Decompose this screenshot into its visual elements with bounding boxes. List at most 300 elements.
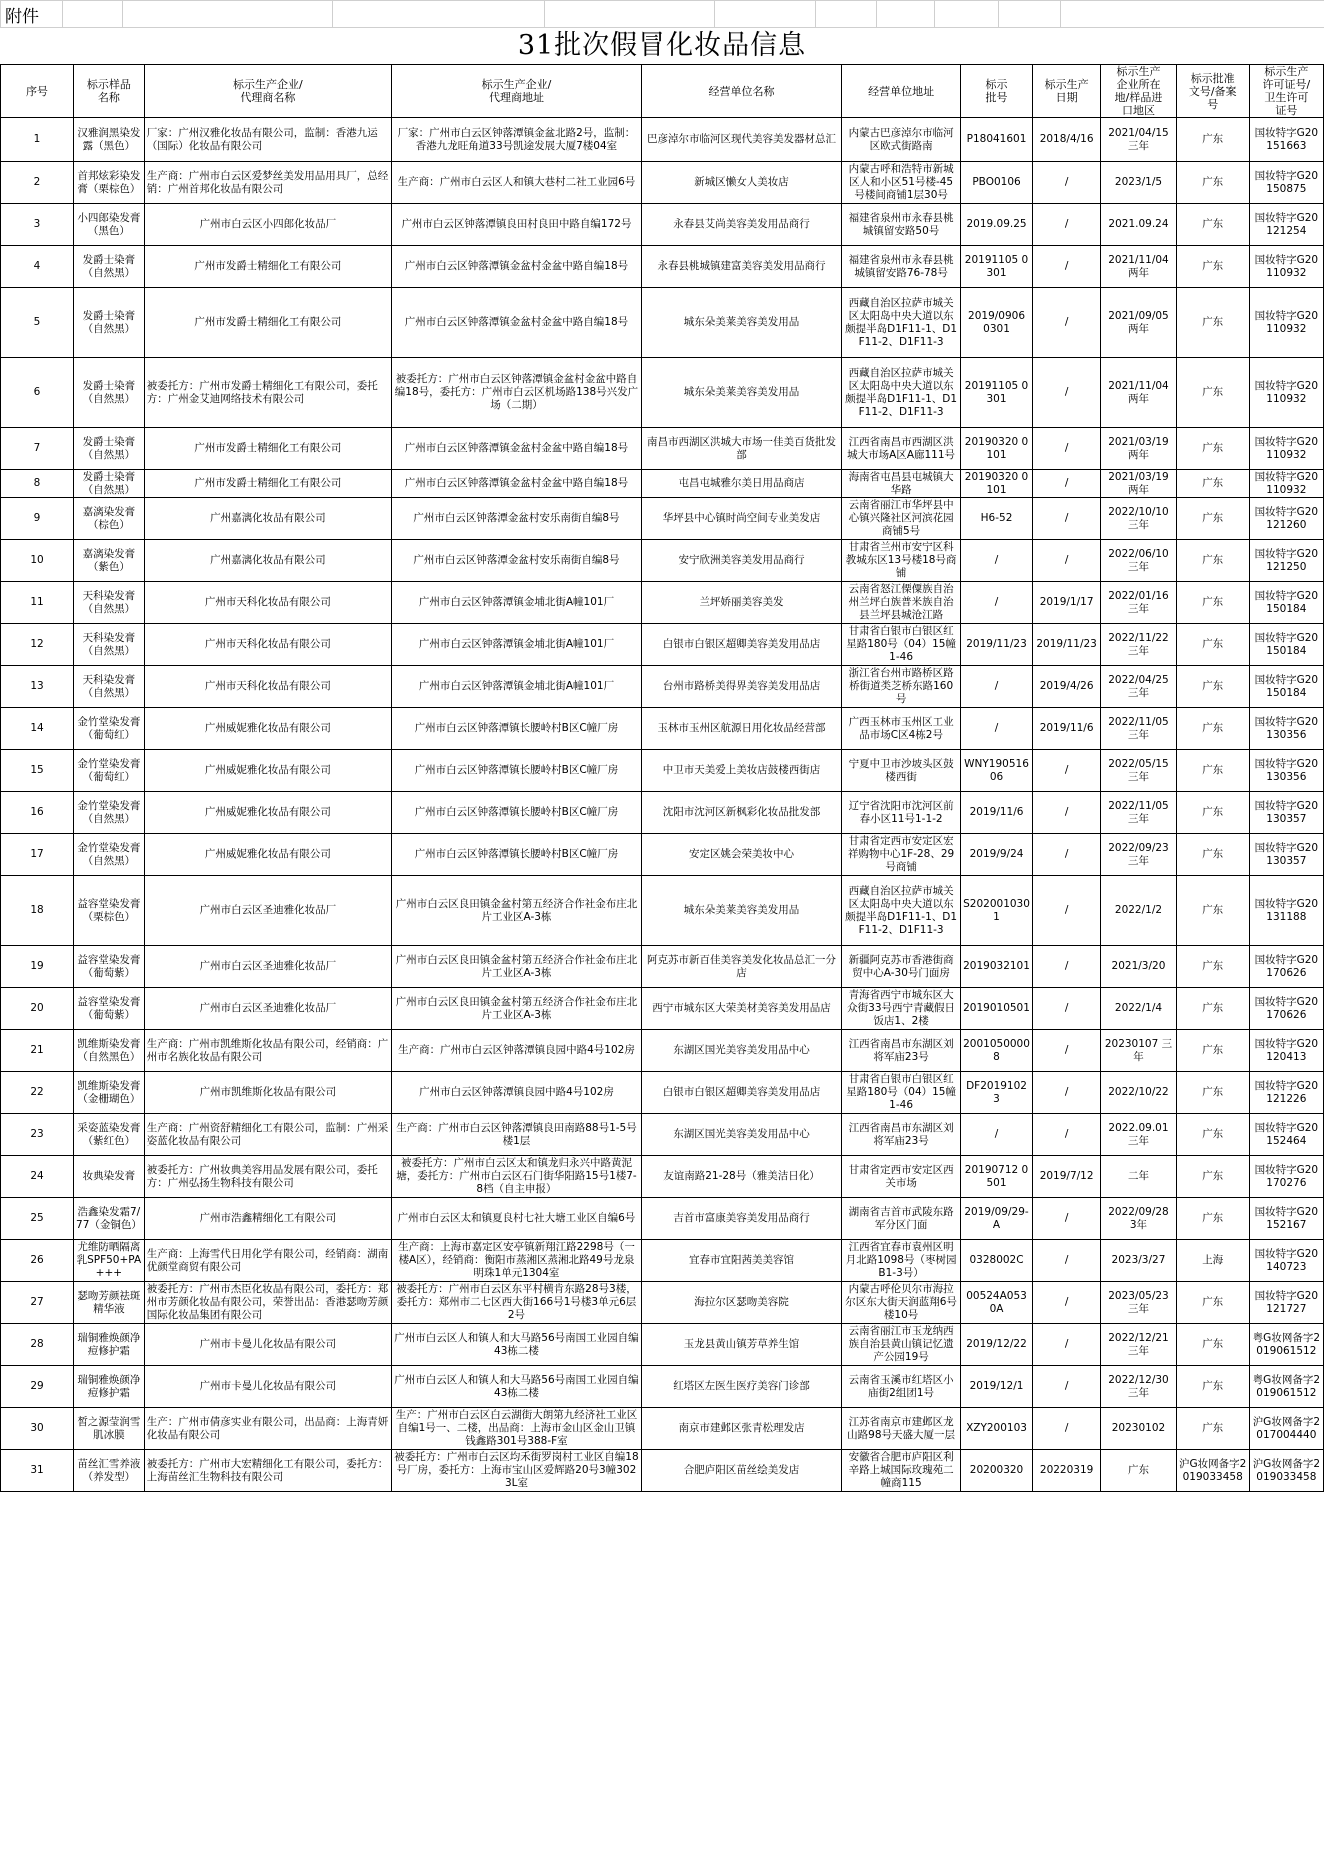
table-cell: /: [1032, 540, 1100, 582]
table-cell: 20: [1, 988, 74, 1030]
table-cell: 内蒙古呼和浩特市新城区人和小区51号楼-45号楼间商铺1层30号: [842, 162, 961, 204]
table-cell: 江西省南昌市东湖区刘将军庙23号: [842, 1114, 961, 1156]
table-cell: 20190320 0101: [961, 428, 1033, 470]
table-cell: 广东: [1176, 204, 1249, 246]
table-cell: 广东: [1176, 876, 1249, 946]
table-cell: 青海省西宁市城东区大众街33号西宁青藏假日饭店1、2楼: [842, 988, 961, 1030]
col-header-index: 序号: [1, 65, 74, 118]
table-cell: 辽宁省沈阳市沈河区前春小区11号1-1-2: [842, 792, 961, 834]
table-cell: 被委托方：广州市大宏精细化工有限公司，委托方：上海苗丝汇生物科技有限公司: [144, 1450, 391, 1492]
table-cell: /: [961, 582, 1033, 624]
table-cell: 阿克苏市新百佳美容美发化妆品总汇一分店: [641, 946, 841, 988]
table-cell: 00524A0530A: [961, 1282, 1033, 1324]
table-body: [1, 118, 1324, 1492]
table-cell: 凯维斯染发膏（金栅瑚色）: [74, 1072, 145, 1114]
table-cell: 31: [1, 1450, 74, 1492]
table-cell: 嘉漓染发膏（棕色）: [74, 498, 145, 540]
table-row: [1, 118, 1324, 162]
table-cell: 25: [1, 1198, 74, 1240]
table-cell: 2019/0906 0301: [961, 288, 1033, 358]
table-cell: 红塔区左医生医疗美容门诊部: [641, 1366, 841, 1408]
table-cell: 国妆特字G20130356: [1249, 750, 1323, 792]
table-cell: 14: [1, 708, 74, 750]
table-cell: 益容堂染发膏（葡萄紫）: [74, 988, 145, 1030]
table-cell: 华坪县中心镇时尚空间专业美发店: [641, 498, 841, 540]
table-cell: 2019/09/29-A: [961, 1198, 1033, 1240]
table-cell: /: [961, 540, 1033, 582]
table-cell: 国妆特字G20151663: [1249, 118, 1323, 162]
table-cell: 广东: [1176, 988, 1249, 1030]
table-cell: 西藏自治区拉萨市城关区太阳岛中央大道以东颇提半岛D1F11-1、D1F11-2、D1F11-3: [842, 358, 961, 428]
table-cell: 福建省泉州市永春县桃城镇留安路50号: [842, 204, 961, 246]
table-cell: /: [1032, 428, 1100, 470]
table-cell: 益容堂染发膏（栗棕色）: [74, 876, 145, 946]
table-cell: 11: [1, 582, 74, 624]
table-cell: 发爵士染膏（自然黑）: [74, 358, 145, 428]
table-cell: 广州市白云区人和镇人和大马路56号南国工业园自编43栋二楼: [392, 1366, 642, 1408]
table-cell: 广州市白云区钟落潭镇金盆村金盆中路自编18号: [392, 428, 642, 470]
table-cell: 沪G妆网备字2019033458: [1249, 1450, 1323, 1492]
table-cell: 永春县艾尚美容美发用品商行: [641, 204, 841, 246]
table-cell: 广州市发爵士精细化工有限公司: [144, 288, 391, 358]
table-cell: 发爵士染膏（自然黑）: [74, 428, 145, 470]
table-cell: 28: [1, 1324, 74, 1366]
table-cell: 西藏自治区拉萨市城关区太阳岛中央大道以东颇提半岛D1F11-1、D1F11-2、D1F11-3: [842, 288, 961, 358]
table-cell: 广州市卡曼儿化妆品有限公司: [144, 1324, 391, 1366]
table-cell: 广东: [1176, 1324, 1249, 1366]
table-cell: 2019/9/24: [961, 834, 1033, 876]
table-cell: 广州威妮雅化妆品有限公司: [144, 834, 391, 876]
table-cell: 20230107 三年: [1101, 1030, 1176, 1072]
table-cell: 凯维斯染发膏（自然黑色）: [74, 1030, 145, 1072]
table-cell: 2021/11/04 两年: [1101, 246, 1176, 288]
table-row: [1, 946, 1324, 988]
table-row: [1, 1282, 1324, 1324]
table-cell: 广州市白云区钟落潭镇长腰岭村B区C幢厂房: [392, 834, 642, 876]
table-cell: 云南省丽江市玉龙纳西族自治县黄山镇记忆遗产公园19号: [842, 1324, 961, 1366]
table-cell: 永春县桃城镇建富美容美发用品商行: [641, 246, 841, 288]
table-cell: 中卫市天美爱上美妆店鼓楼西街店: [641, 750, 841, 792]
table-cell: 甘肃省兰州市安宁区科教城东区13号楼18号商铺: [842, 540, 961, 582]
table-cell: 30: [1, 1408, 74, 1450]
table-row: [1, 792, 1324, 834]
table-cell: 广东: [1176, 1198, 1249, 1240]
table-cell: 生产商：广州资舒精细化工有限公司，监制：广州采姿蓝化妆品有限公司: [144, 1114, 391, 1156]
table-row: [1, 1324, 1324, 1366]
table-cell: 2019/7/12: [1032, 1156, 1100, 1198]
table-cell: 国妆特字G20150184: [1249, 624, 1323, 666]
table-cell: 国妆特字G20150184: [1249, 582, 1323, 624]
table-cell: 广东: [1176, 1072, 1249, 1114]
table-cell: P18041601: [961, 118, 1033, 162]
table-cell: 福建省泉州市永春县桃城镇留安路76-78号: [842, 246, 961, 288]
table-cell: /: [1032, 1072, 1100, 1114]
table-cell: 生产商：上海雪代日用化学有限公司，经销商：湖南优颜堂商贸有限公司: [144, 1240, 391, 1282]
table-cell: 厂家：广州市白云区钟落潭镇金盆北路2号，监制：香港九龙旺角道33号凯途发展大厦7楼04室: [392, 118, 642, 162]
table-cell: 广东: [1176, 540, 1249, 582]
table-cell: 采姿蓝染发膏（紫红色）: [74, 1114, 145, 1156]
table-cell: 甘肃省白银市白银区红星路180号（04）15幢1-46: [842, 1072, 961, 1114]
table-cell: 沪G妆网备字2019033458: [1176, 1450, 1249, 1492]
table-cell: 合肥庐阳区苗丝绘美发店: [641, 1450, 841, 1492]
table-cell: 巴彦淖尔市临河区现代美容美发器材总汇: [641, 118, 841, 162]
table-cell: 国妆特字G20110932: [1249, 288, 1323, 358]
table-cell: 15: [1, 750, 74, 792]
table-cell: 二年: [1101, 1156, 1176, 1198]
table-cell: 发爵士染膏（自然黑）: [74, 246, 145, 288]
table-cell: 2019.09.25: [961, 204, 1033, 246]
table-cell: 20191105 0301: [961, 246, 1033, 288]
table-row: [1, 162, 1324, 204]
table-cell: 2021/03/19 两年: [1101, 428, 1176, 470]
table-row: [1, 582, 1324, 624]
table-cell: 被委托方：广州市白云区东平村横肯东路28号3楼，委托方：郑州市二七区西大街166号1号楼3单元6层2号: [392, 1282, 642, 1324]
table-row: [1, 876, 1324, 946]
table-cell: 广州市白云区钟落潭镇金盆村金盆中路自编18号: [392, 246, 642, 288]
table-cell: 白银市白银区超卿美容美发用品店: [641, 1072, 841, 1114]
table-cell: /: [961, 708, 1033, 750]
table-cell: 国妆特字G20131188: [1249, 876, 1323, 946]
table-cell: DF20191023: [961, 1072, 1033, 1114]
table-cell: 生产商：上海市嘉定区安亭镇新翔江路2298号（一楼A区），经销商：衡阳市蒸湘区蒸湘北路49号龙泉明珠1单元1304室: [392, 1240, 642, 1282]
table-cell: 2019/11/23: [961, 624, 1033, 666]
table-cell: 广州市白云区钟落潭镇良田村良田中路自编172号: [392, 204, 642, 246]
table-cell: 国妆特字G20120413: [1249, 1030, 1323, 1072]
col-header-batch-no: 标示 批号: [961, 65, 1033, 118]
table-cell: 益容堂染发膏（葡萄紫）: [74, 946, 145, 988]
table-cell: 20200320: [961, 1450, 1033, 1492]
table-cell: 厂家：广州汉雅化妆品有限公司，监制：香港九运（国际）化妆品有限公司: [144, 118, 391, 162]
table-cell: 广州市天科化妆品有限公司: [144, 582, 391, 624]
col-header-license-no: 标示生产 许可证号/ 卫生许可 证号: [1249, 65, 1323, 118]
table-cell: 湖南省吉首市武陵东路军分区门面: [842, 1198, 961, 1240]
table-cell: /: [1032, 288, 1100, 358]
table-cell: 云南省怒江傈僳族自治州兰坪白族普米族自治县兰坪县城沧江路: [842, 582, 961, 624]
table-cell: 甘肃省定西市安定区西关市场: [842, 1156, 961, 1198]
table-cell: 12: [1, 624, 74, 666]
table-cell: 2022/11/22 三年: [1101, 624, 1176, 666]
table-cell: 广东: [1176, 162, 1249, 204]
table-cell: 24: [1, 1156, 74, 1198]
table-cell: 2022/12/30 三年: [1101, 1366, 1176, 1408]
table-cell: /: [1032, 834, 1100, 876]
table-cell: 2022/09/23 三年: [1101, 834, 1176, 876]
table-cell: 2022/12/21 三年: [1101, 1324, 1176, 1366]
table-cell: 9: [1, 498, 74, 540]
table-cell: 广州威妮雅化妆品有限公司: [144, 708, 391, 750]
table-cell: /: [1032, 946, 1100, 988]
table-cell: 广州市发爵士精细化工有限公司: [144, 428, 391, 470]
table-cell: 广州市白云区钟落潭镇长腰岭村B区C幢厂房: [392, 792, 642, 834]
table-cell: 国妆特字G20140723: [1249, 1240, 1323, 1282]
table-cell: 20010500008: [961, 1030, 1033, 1072]
table-cell: 江西省南昌市西湖区洪城大市场A区A廊111号: [842, 428, 961, 470]
table-cell: 安定区姚会荣美妆中心: [641, 834, 841, 876]
table-cell: /: [1032, 162, 1100, 204]
table-cell: 广东: [1176, 1114, 1249, 1156]
table-cell: 广州威妮雅化妆品有限公司: [144, 792, 391, 834]
col-header-seller-address: 经营单位地址: [842, 65, 961, 118]
table-cell: 尤维防晒隔离乳SPF50+PA+++: [74, 1240, 145, 1282]
table-cell: 新城区懒女人美妆店: [641, 162, 841, 204]
table-cell: 广州市白云区太和镇夏良村七社大塘工业区自编6号: [392, 1198, 642, 1240]
table-cell: 瑞铜雅焕颜净痘修护霜: [74, 1366, 145, 1408]
table-cell: 粤G妆网备字2019061512: [1249, 1324, 1323, 1366]
table-cell: 2021.09.24: [1101, 204, 1176, 246]
table-cell: 上海: [1176, 1240, 1249, 1282]
table-cell: 首邦炫彩染发膏（栗棕色）: [74, 162, 145, 204]
table-cell: 妆典染发膏: [74, 1156, 145, 1198]
table-cell: /: [1032, 1282, 1100, 1324]
table-cell: 皙之源莹润雪肌冰膜: [74, 1408, 145, 1450]
table-cell: XZY200103: [961, 1408, 1033, 1450]
table-cell: 台州市路桥美得界美容美发用品店: [641, 666, 841, 708]
table-cell: 国妆特字G20170626: [1249, 988, 1323, 1030]
table-cell: WNY190516 06: [961, 750, 1033, 792]
table-row: [1, 470, 1324, 498]
table-cell: 广州市天科化妆品有限公司: [144, 624, 391, 666]
table-cell: 2023/1/5: [1101, 162, 1176, 204]
table-cell: 生产商：广州市白云区钟落潭镇良园中路4号102房: [392, 1030, 642, 1072]
table-cell: 国妆特字G20110932: [1249, 358, 1323, 428]
table-cell: 广东: [1176, 1156, 1249, 1198]
table-cell: 南京市建邺区张青松理发店: [641, 1408, 841, 1450]
table-cell: 广州嘉漓化妆品有限公司: [144, 498, 391, 540]
table-row: [1, 666, 1324, 708]
table-cell: 2022/05/15 三年: [1101, 750, 1176, 792]
table-cell: 广州市白云区圣迪雅化妆品厂: [144, 946, 391, 988]
table-cell: /: [1032, 1030, 1100, 1072]
table-cell: 生产商：广州市凯维斯化妆品有限公司，经销商：广州市名族化妆品有限公司: [144, 1030, 391, 1072]
table-cell: 广州市白云区钟落潭镇金埔北街A幢101厂: [392, 624, 642, 666]
table-cell: 国妆特字G20110932: [1249, 470, 1323, 498]
table-cell: 国妆特字G20121250: [1249, 540, 1323, 582]
table-cell: 国妆特字G20121226: [1249, 1072, 1323, 1114]
table-cell: 2022/1/2: [1101, 876, 1176, 946]
col-header-production-date: 标示生产 日期: [1032, 65, 1100, 118]
table-cell: 嘉漓染发膏（紫色）: [74, 540, 145, 582]
table-cell: 江苏省南京市建邺区龙山路98号天盛大厦一层: [842, 1408, 961, 1450]
table-cell: 瑞铜雅焕颜净痘修护霜: [74, 1324, 145, 1366]
table-row: [1, 358, 1324, 428]
table-row: [1, 498, 1324, 540]
table-cell: /: [961, 666, 1033, 708]
table-cell: 20191105 0301: [961, 358, 1033, 428]
table-cell: 瑟吻芳颜祛斑精华液: [74, 1282, 145, 1324]
table-cell: 被委托方：广州市白云区太和镇龙归永兴中路黄泥塘，委托方：广州市白云区石门街华阳路15号1楼7-8档（自主申报）: [392, 1156, 642, 1198]
table-cell: 7: [1, 428, 74, 470]
table-cell: 27: [1, 1282, 74, 1324]
table-row: [1, 1156, 1324, 1198]
table-cell: 广州威妮雅化妆品有限公司: [144, 750, 391, 792]
table-cell: 广东: [1176, 792, 1249, 834]
table-cell: 广州市白云区良田镇金盆村第五经济合作社金布庄北片工业区A-3栋: [392, 946, 642, 988]
table-cell: 白银市白银区超卿美容美发用品店: [641, 624, 841, 666]
table-cell: 5: [1, 288, 74, 358]
table-cell: 广东: [1176, 666, 1249, 708]
table-cell: 国妆特字G20121260: [1249, 498, 1323, 540]
table-cell: 广州市白云区钟落潭镇金盆村金盆中路自编18号: [392, 288, 642, 358]
table-cell: 2018/4/16: [1032, 118, 1100, 162]
table-cell: 内蒙古呼伦贝尔市海拉尔区东大街天润蓝翔6号楼10号: [842, 1282, 961, 1324]
table-cell: /: [1032, 470, 1100, 498]
table-cell: 广州市白云区钟落潭镇良园中路4号102房: [392, 1072, 642, 1114]
table-cell: 浩鑫染发霜7/77（金铜色）: [74, 1198, 145, 1240]
table-row: [1, 1114, 1324, 1156]
table-cell: 广州市白云区钟落潭镇金盆村金盆中路自编18号: [392, 470, 642, 498]
table-cell: 2022/10/10 三年: [1101, 498, 1176, 540]
table-cell: /: [1032, 876, 1100, 946]
table-cell: 国妆特字G20110932: [1249, 246, 1323, 288]
table-cell: 城东朵美莱美容美发用品: [641, 876, 841, 946]
table-cell: 广东: [1176, 708, 1249, 750]
table-cell: 广东: [1176, 1030, 1249, 1072]
table-cell: 安宁欣洲美容美发用品商行: [641, 540, 841, 582]
table-cell: 天科染发膏（自然黑）: [74, 666, 145, 708]
table-cell: 2019/11/6: [961, 792, 1033, 834]
table-cell: 金竹堂染发膏（自然黑）: [74, 834, 145, 876]
table-cell: 海南省屯昌县屯城镇大华路: [842, 470, 961, 498]
table-cell: 2022/11/05 三年: [1101, 708, 1176, 750]
table-cell: 19: [1, 946, 74, 988]
table-cell: 国妆特字G20110932: [1249, 428, 1323, 470]
table-cell: 宜春市宜阳茜美美容馆: [641, 1240, 841, 1282]
table-cell: 海拉尔区瑟吻美容院: [641, 1282, 841, 1324]
table-cell: 江西省南昌市东湖区刘将军庙23号: [842, 1030, 961, 1072]
document-title: 31批次假冒化妆品信息: [517, 30, 807, 61]
table-cell: 广州市白云区小四郎化妆品厂: [144, 204, 391, 246]
col-header-sample-name: 标示样品 名称: [74, 65, 145, 118]
table-cell: 2019/11/6: [1032, 708, 1100, 750]
table-cell: 南昌市西湖区洪城大市场一佳美百货批发部: [641, 428, 841, 470]
table-cell: 甘肃省白银市白银区红星路180号（04）15幢1-46: [842, 624, 961, 666]
table-cell: 国妆特字G20150184: [1249, 666, 1323, 708]
table-cell: 广东: [1176, 1282, 1249, 1324]
col-header-seller-name: 经营单位名称: [641, 65, 841, 118]
col-header-manufacturer-address: 标示生产企业/ 代理商地址: [392, 65, 642, 118]
table-cell: 23: [1, 1114, 74, 1156]
table-cell: H6-52: [961, 498, 1033, 540]
table-cell: /: [1032, 498, 1100, 540]
table-cell: 金竹堂染发膏（自然黑）: [74, 792, 145, 834]
table-cell: 国妆特字G20152167: [1249, 1198, 1323, 1240]
table-cell: 西藏自治区拉萨市城关区太阳岛中央大道以东颇提半岛D1F11-1、D1F11-2、D1F11-3: [842, 876, 961, 946]
table-cell: 20230102: [1101, 1408, 1176, 1450]
table-cell: 内蒙古巴彦淖尔市临河区欧式街路南: [842, 118, 961, 162]
table-cell: 20220319: [1032, 1450, 1100, 1492]
table-row: [1, 1408, 1324, 1450]
table-cell: 2019010501: [961, 988, 1033, 1030]
table-cell: 20190712 0501: [961, 1156, 1033, 1198]
table-cell: 2: [1, 162, 74, 204]
table-cell: 新疆阿克苏市香港街商贸中心A-30号门面房: [842, 946, 961, 988]
table-cell: 生产商：广州市白云区钟落潭镇良田南路88号1-5号楼1层: [392, 1114, 642, 1156]
table-cell: 4: [1, 246, 74, 288]
table-cell: 金竹堂染发膏（葡萄红）: [74, 708, 145, 750]
table-cell: /: [1032, 1240, 1100, 1282]
table-cell: 22: [1, 1072, 74, 1114]
table-cell: /: [1032, 358, 1100, 428]
table-cell: 发爵士染膏（自然黑）: [74, 470, 145, 498]
table-cell: 广州市白云区良田镇金盆村第五经济合作社金布庄北片工业区A-3栋: [392, 876, 642, 946]
table-cell: 广州市白云区良田镇金盆村第五经济合作社金布庄北片工业区A-3栋: [392, 988, 642, 1030]
table-cell: 广州市发爵士精细化工有限公司: [144, 470, 391, 498]
table-cell: 友谊南路21-28号（雅美洁日化）: [641, 1156, 841, 1198]
table-cell: 18: [1, 876, 74, 946]
table-cell: 广州市凯维斯化妆品有限公司: [144, 1072, 391, 1114]
table-cell: /: [1032, 1324, 1100, 1366]
table-cell: 2021/09/05 两年: [1101, 288, 1176, 358]
table-cell: 东湖区国光美容美发用品中心: [641, 1030, 841, 1072]
table-cell: 玉林市玉州区航源日用化妆品经营部: [641, 708, 841, 750]
table-cell: 13: [1, 666, 74, 708]
table-cell: 广州嘉漓化妆品有限公司: [144, 540, 391, 582]
table-cell: 被委托方：广州市白云区均禾街罗岗村工业区自编18号厂房，委托方：上海市宝山区爱辉路20号3幢3023L室: [392, 1450, 642, 1492]
table-cell: 广州市白云区圣迪雅化妆品厂: [144, 988, 391, 1030]
table-cell: 广州市天科化妆品有限公司: [144, 666, 391, 708]
sheet-top-row: [0, 0, 1324, 28]
table-cell: 2022/04/25 三年: [1101, 666, 1176, 708]
table-cell: /: [1032, 1198, 1100, 1240]
table-cell: 广州市白云区钟落潭镇金埔北街A幢101厂: [392, 666, 642, 708]
table-cell: 2021/03/19 两年: [1101, 470, 1176, 498]
table-cell: 2021/3/20: [1101, 946, 1176, 988]
table-cell: 2019/1/17: [1032, 582, 1100, 624]
table-cell: 广西玉林市玉州区工业品市场C区4栋2号: [842, 708, 961, 750]
table-cell: 沪G妆网备字2017004440: [1249, 1408, 1323, 1450]
table-cell: 汉雅润黑染发露（黑色）: [74, 118, 145, 162]
table-cell: 29: [1, 1366, 74, 1408]
table-cell: 16: [1, 792, 74, 834]
table-row: [1, 540, 1324, 582]
table-cell: 小四郎染发膏（黑色）: [74, 204, 145, 246]
table-cell: /: [1032, 988, 1100, 1030]
col-header-manufacturer-name: 标示生产企业/ 代理商名称: [144, 65, 391, 118]
table-cell: 2019/12/1: [961, 1366, 1033, 1408]
table-cell: 浙江省台州市路桥区路桥街道类芝桥东路160号: [842, 666, 961, 708]
table-cell: 云南省玉溪市红塔区小庙街2组团1号: [842, 1366, 961, 1408]
table-cell: 17: [1, 834, 74, 876]
table-cell: S2020010301: [961, 876, 1033, 946]
table-cell: 广州市白云区钟落潭镇长腰岭村B区C幢厂房: [392, 750, 642, 792]
table-row: [1, 1030, 1324, 1072]
table-cell: 广东: [1176, 1408, 1249, 1450]
table-cell: 广州市白云区钟落潭金盆村安乐南街自编8号: [392, 540, 642, 582]
table-cell: 广东: [1176, 118, 1249, 162]
table-cell: 屯昌屯城雅尔美日用品商店: [641, 470, 841, 498]
table-cell: 2019032101: [961, 946, 1033, 988]
table-cell: /: [1032, 204, 1100, 246]
table-cell: 被委托方：广州市杰臣化妆品有限公司，委托方：郑州市芳颜化妆品有限公司，荣誉出品：香港瑟吻芳颜国际化妆品集团有限公司: [144, 1282, 391, 1324]
table-cell: 广州市浩鑫精细化工有限公司: [144, 1198, 391, 1240]
table-cell: 粤G妆网备字2019061512: [1249, 1366, 1323, 1408]
table-cell: 广东: [1176, 582, 1249, 624]
table-cell: 沈阳市沈河区新枫彩化妆品批发部: [641, 792, 841, 834]
counterfeit-cosmetics-table: [0, 64, 1324, 1492]
table-cell: 宁夏中卫市沙坡头区鼓楼西街: [842, 750, 961, 792]
table-cell: 国妆特字G20130356: [1249, 708, 1323, 750]
table-cell: 广东: [1176, 1366, 1249, 1408]
table-row: [1, 428, 1324, 470]
table-cell: 发爵士染膏（自然黑）: [74, 288, 145, 358]
table-cell: 西宁市城东区大荣美材美容美发用品店: [641, 988, 841, 1030]
table-cell: 被委托方：广州市白云区钟落潭镇金盆村金盆中路自编18号，委托方：广州市白云区机场路138号兴发广场（二期）: [392, 358, 642, 428]
table-cell: 国妆特字G20170276: [1249, 1156, 1323, 1198]
table-cell: 广东: [1176, 470, 1249, 498]
table-cell: 天科染发膏（自然黑）: [74, 624, 145, 666]
table-cell: 广东: [1101, 1450, 1176, 1492]
table-cell: 东湖区国光美容美发用品中心: [641, 1114, 841, 1156]
